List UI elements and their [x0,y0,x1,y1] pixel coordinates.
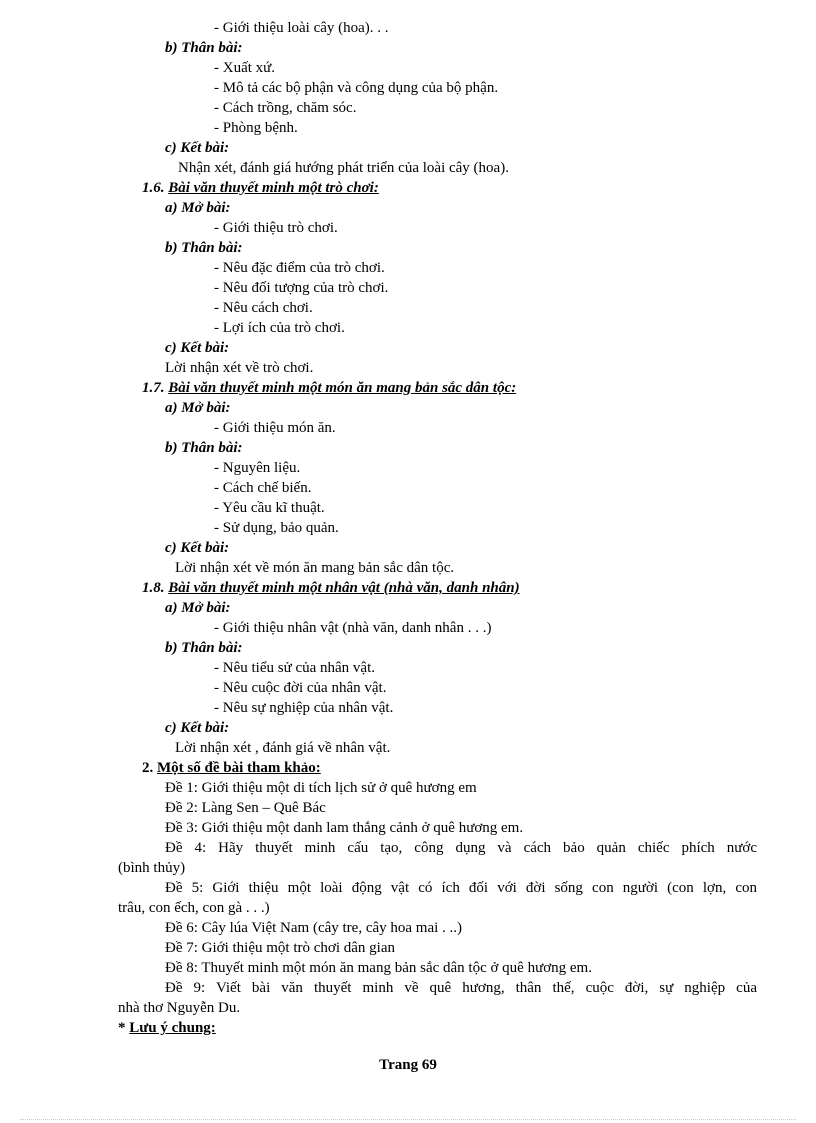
text-line: - Cách trồng, chăm sóc. [214,100,357,116]
text-line: - Giới thiệu trò chơi. [214,220,338,236]
text-line: Lời nhận xét về món ăn mang bản sắc dân tộc. [175,560,455,576]
subheading: a) Mở bài: [165,600,231,616]
note-title: Lưu ý chung: [129,1020,216,1036]
subheading: b) Thân bài: [165,240,243,256]
subheading: b) Thân bài: [165,640,243,656]
text-line: Nhận xét, đánh giá hướng phát triển của loài cây (hoa). [178,160,509,176]
subheading: c) Kết bài: [165,720,230,736]
section-title: Bài văn thuyết minh một nhân vật (nhà văn, danh nhân) [168,580,520,596]
text-line: Đề 1: Giới thiệu một di tích lịch sử ở quê hương em [165,780,477,796]
section-title: Bài văn thuyết minh một trò chơi: [168,180,379,196]
page-number: Trang 69 [379,1057,437,1073]
section-heading [142,178,379,198]
text-line: trâu, con ếch, con gà . . .) [118,900,270,916]
section-number: 1.7. [142,380,169,396]
subheading: b) Thân bài: [165,440,243,456]
text-line: Đề 2: Làng Sen – Quê Bác [165,800,326,816]
text-line: Đề 9: Viết bài văn thuyết minh về quê hương, thân thế, cuộc đời, sự nghiệp của [165,980,757,996]
subheading: a) Mở bài: [165,200,231,216]
text-line: - Nêu sự nghiệp của nhân vật. [214,700,394,716]
text-line: - Giới thiệu món ăn. [214,420,336,436]
text-line: Đề 7: Giới thiệu một trò chơi dân gian [165,940,395,956]
section-heading [142,758,321,778]
text-line: Lời nhận xét về trò chơi. [165,360,314,376]
subheading: c) Kết bài: [165,140,230,156]
text-line: - Giới thiệu nhân vật (nhà văn, danh nhân . . .) [214,620,492,636]
text-line: - Nêu đối tượng của trò chơi. [214,280,389,296]
subheading: a) Mở bài: [165,400,231,416]
page-bottom-divider [20,1119,796,1120]
text-line: - Lợi ích của trò chơi. [214,320,345,336]
text-line: (bình thủy) [118,860,186,876]
section-number: 2. [142,760,157,776]
text-line: - Nêu đặc điểm của trò chơi. [214,260,385,276]
text-line: - Nêu tiểu sử của nhân vật. [214,660,375,676]
text-line: - Nêu cách chơi. [214,300,313,316]
text-line: Đề 5: Giới thiệu một loài động vật có ích đối với đời sống con người (con lợn, con [165,880,757,896]
subheading: c) Kết bài: [165,340,230,356]
section-title: Bài văn thuyết minh một món ăn mang bản sắc dân tộc: [168,380,517,396]
text-line: - Yêu cầu kĩ thuật. [214,500,325,516]
note-marker: * [118,1020,130,1036]
section-number: 1.8. [142,580,169,596]
text-line: - Giới thiệu loài cây (hoa). . . [214,20,389,36]
text-line: Đề 8: Thuyết minh một món ăn mang bản sắc dân tộc ở quê hương em. [165,960,592,976]
subheading: b) Thân bài: [165,40,243,56]
text-line: Đề 6: Cây lúa Việt Nam (cây tre, cây hoa mai . ..) [165,920,463,936]
text-line: - Xuất xứ. [214,60,276,76]
text-line: - Nêu cuộc đời của nhân vật. [214,680,387,696]
text-line: nhà thơ Nguyễn Du. [118,1000,241,1016]
subheading: c) Kết bài: [165,540,230,556]
text-line: - Phòng bệnh. [214,120,298,136]
section-title: Một số đề bài tham khảo: [157,760,321,776]
section-heading [142,578,520,598]
text-line: Đề 3: Giới thiệu một danh lam thắng cảnh ở quê hương em. [165,820,524,836]
text-line: - Mô tả các bộ phận và công dụng của bộ phận. [214,80,499,96]
section-number: 1.6. [142,180,169,196]
text-line: - Nguyên liệu. [214,460,301,476]
text-line: - Sử dụng, bảo quản. [214,520,339,536]
text-line: Đề 4: Hãy thuyết minh cấu tạo, công dụng và cách bảo quản chiếc phích nước [165,840,757,856]
section-heading [142,378,516,398]
section-heading [118,1018,216,1038]
text-line: Lời nhận xét , đánh giá về nhân vật. [175,740,391,756]
text-line: - Cách chế biến. [214,480,312,496]
